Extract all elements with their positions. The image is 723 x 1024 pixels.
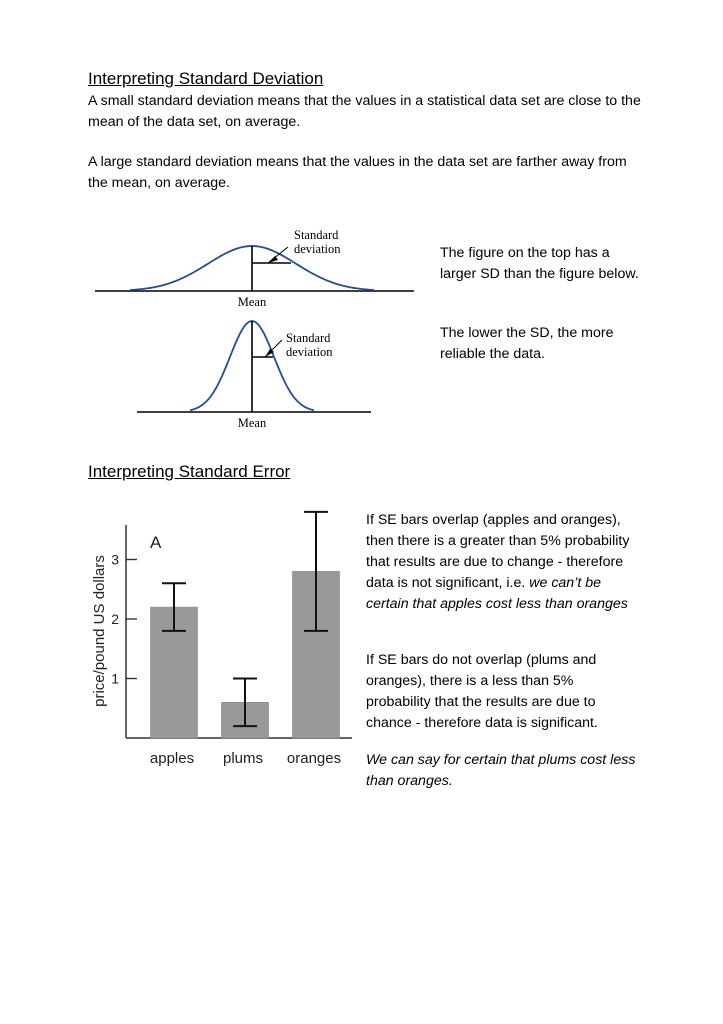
x-label-plums: plums xyxy=(222,750,264,767)
se-no-overlap-text: If SE bars do not overlap (plums and oranges), there is a less than 5% probability that the results are due to chance - therefore data is significant. xyxy=(366,652,598,731)
bottom-mean-label: Mean xyxy=(237,416,267,430)
se-section-title: Interpreting Standard Error xyxy=(88,462,291,481)
y-tick-label: 1 xyxy=(111,670,119,687)
panel-label: A xyxy=(150,533,162,552)
se-overlap-text xyxy=(366,510,646,615)
bottom-sd-label-line1: Standard xyxy=(286,331,331,345)
y-axis-label: price/pound US dollars xyxy=(91,555,108,707)
y-tick-label: 2 xyxy=(111,611,119,627)
top-sd-label-line2: deviation xyxy=(294,242,341,256)
y-tick-label: 3 xyxy=(111,551,119,568)
x-label-apples: apples xyxy=(149,750,195,767)
se-overlap-text-italic: we can’t be certain that apples cost less than oranges xyxy=(366,575,628,612)
sd-paragraph-large: A large standard deviation means that the values in the data set are farther away from the mean, on average. xyxy=(88,154,627,191)
top-mean-label: Mean xyxy=(237,295,267,309)
bottom-sd-label-line2: deviation xyxy=(286,345,333,359)
se-conclusion-text: We can say for certain that plums cost less than oranges. xyxy=(366,752,636,789)
sd-side-note-2: The lower the SD, the more reliable the data. xyxy=(440,325,614,362)
se-overlap-text-plain: If SE bars overlap (apples and oranges), then there is a greater than 5% probability that results are due to change - therefore data is not significant, i.e. xyxy=(366,512,630,591)
sd-paragraph-small: A small standard deviation means that the values in a statistical data set are close to the mean of the data set, on average. xyxy=(88,93,641,130)
sd-section-title: Interpreting Standard Deviation xyxy=(88,69,324,88)
top-sd-label-line1: Standard xyxy=(294,228,339,242)
x-label-oranges: oranges xyxy=(286,750,342,767)
sd-side-note-1: The figure on the top has a larger SD than the figure below. xyxy=(440,245,639,282)
